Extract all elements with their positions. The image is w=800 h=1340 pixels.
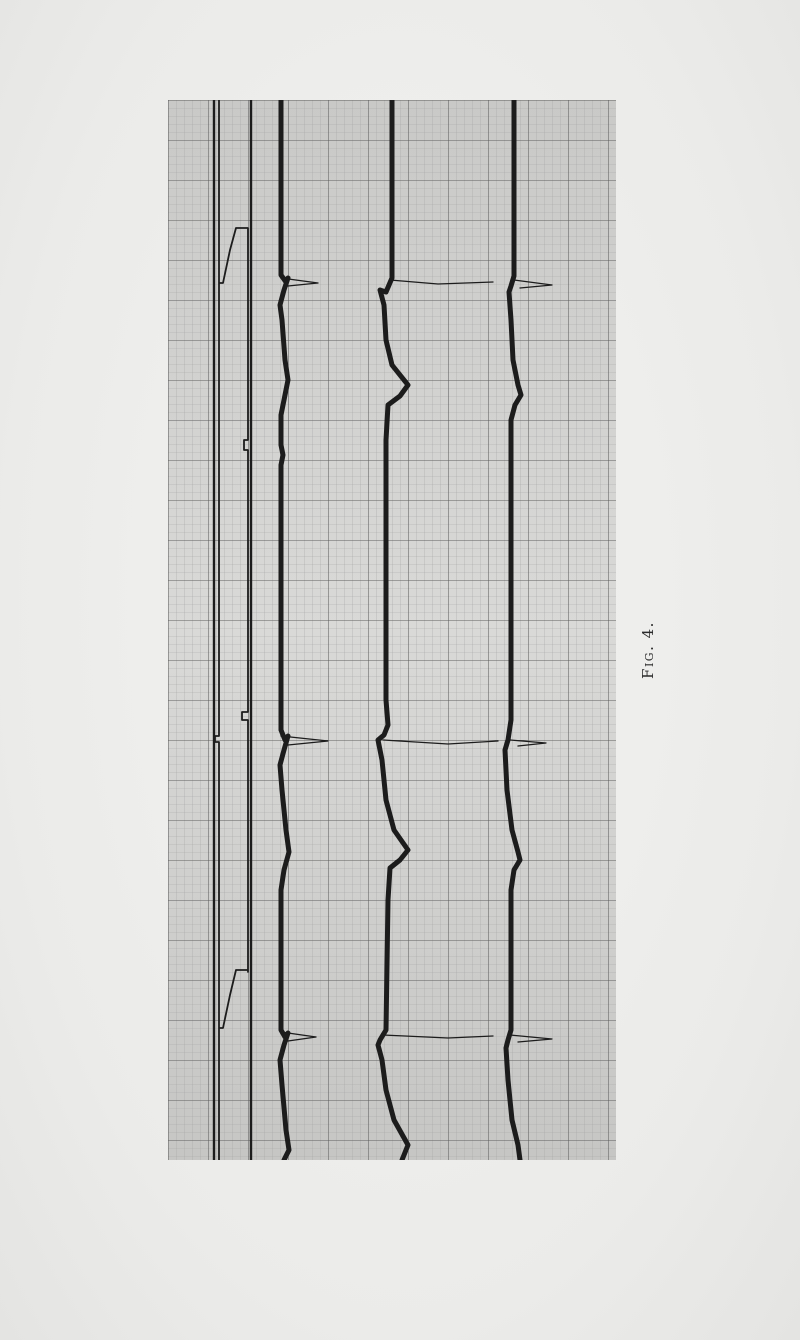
figure-caption: Fig. 4.	[639, 621, 657, 679]
ecg-tracing-plate	[168, 100, 616, 1160]
figure-caption-box	[628, 620, 668, 680]
tracing-image	[168, 100, 616, 1160]
